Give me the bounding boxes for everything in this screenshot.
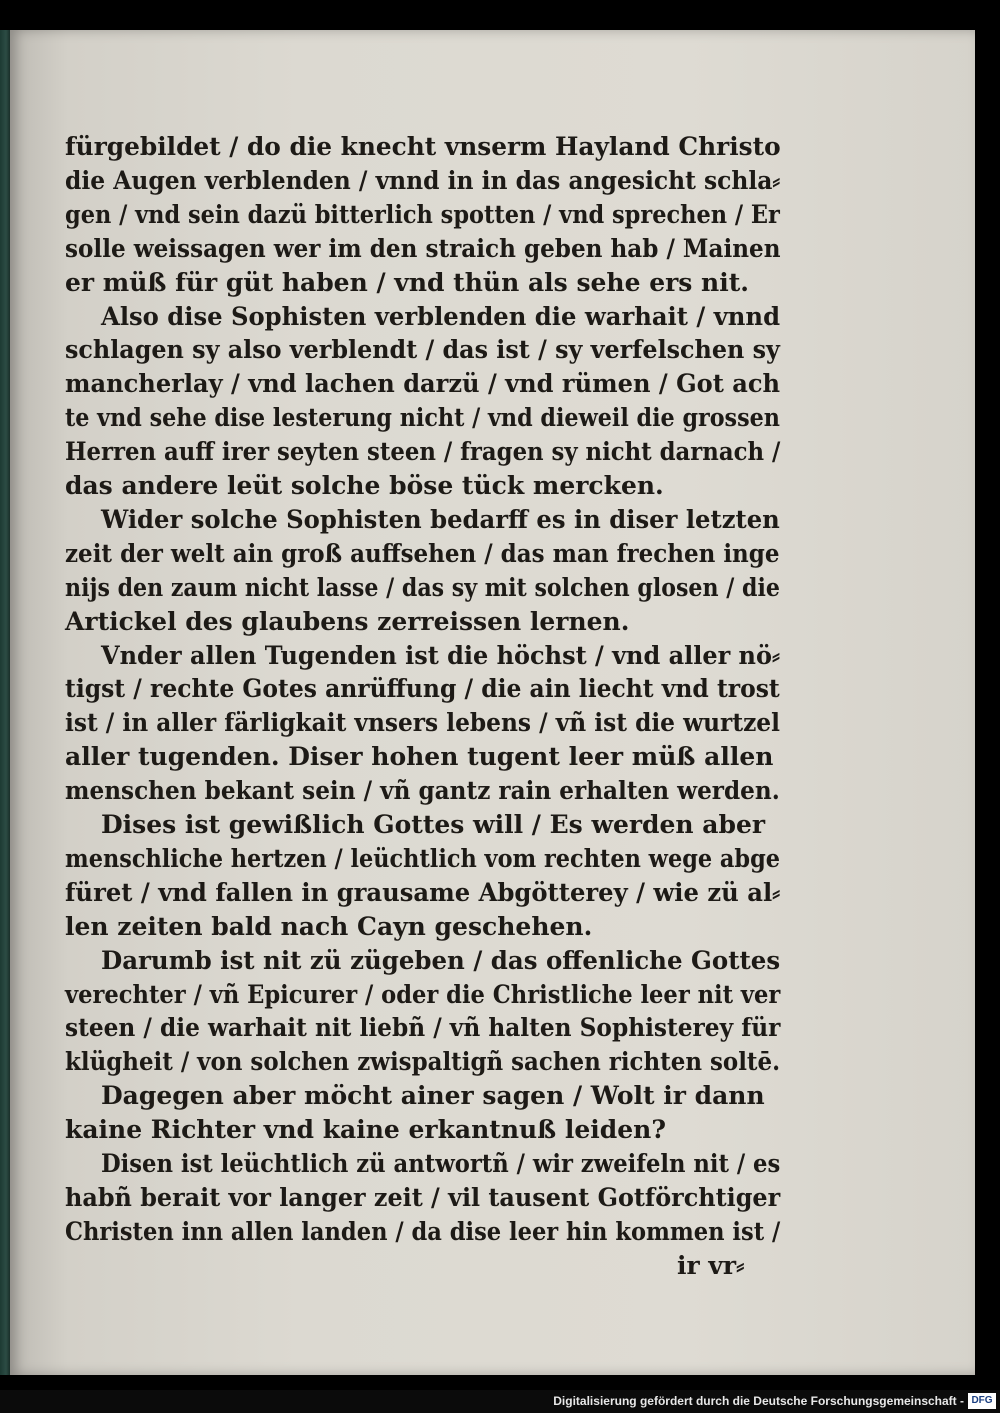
text-line: kaine Richter vnd kaine erkantnuß leiden? — [65, 1115, 666, 1145]
text-line: Herren auff irer seyten steen / fragen sy nicht darnach / — [65, 437, 781, 467]
text-line: Also dise Sophisten verblenden die warhait / vnnd — [101, 301, 781, 331]
footer-bar — [0, 1390, 1000, 1413]
book-spine-edge — [0, 30, 10, 1375]
text-line: ir vr⸗ — [677, 1250, 745, 1280]
text-line: klügheit / von solchen zwispaltigñ sachen richten soltē. — [65, 1047, 781, 1077]
text-line: gen / vnd sein dazü bitterlich spotten / vnd sprechen / Er — [65, 199, 780, 229]
text-line: fürgebildet / do die knecht vnserm Hayland Christo — [65, 132, 781, 161]
page-text-block — [65, 130, 785, 1280]
text-line: verechter / vñ Epicurer / oder die Christliche leer nit ver — [65, 979, 781, 1009]
text-line: Disen ist leüchtlich zü antwortñ / wir zweifeln nit / es — [101, 1149, 781, 1178]
text-line: aller tugenden. Diser hohen tugent leer müß allen — [65, 742, 774, 772]
text-line: die Augen verblenden / vnnd in in das angesicht schla⸗ — [65, 165, 781, 195]
text-line: mancherlay / vnd lachen darzü / vnd rümen / Got ach — [65, 369, 781, 399]
text-line: Darumb ist nit zü zügeben / das offenliche Gottes — [101, 945, 781, 975]
text-line: zeit der welt ain groß auffsehen / das man frechen inge — [65, 538, 780, 568]
text-line: füret / vnd fallen in grausame Abgötterey / wie zü al⸗ — [65, 877, 781, 907]
text-line: Wider solche Sophisten bedarff es in diser letzten — [101, 504, 780, 534]
text-line: tigst / rechte Gotes anrüffung / die ain liecht vnd trost — [65, 674, 780, 704]
text-line: das andere leüt solche böse tück mercken. — [65, 471, 664, 500]
text-line: menschen bekant sein / vñ gantz rain erhalten werden. — [65, 776, 780, 806]
text-line: nijs den zaum nicht lasse / das sy mit solchen glosen / die — [65, 572, 780, 602]
text-line: er müß für güt haben / vnd thün als sehe ers nit. — [65, 267, 749, 297]
dfg-logo: DFG — [968, 1393, 996, 1409]
text-line: menschliche hertzen / leüchtlich vom rechten wege abge — [65, 843, 781, 873]
text-line: steen / die warhait nit liebñ / vñ halten Sophisterey für — [65, 1013, 781, 1043]
text-line: te vnd sehe dise lesterung nicht / vnd dieweil die grossen — [65, 403, 780, 433]
text-line: habñ berait vor langer zeit / vil tausent Gotförchtiger — [65, 1182, 781, 1212]
text-line: Dises ist gewißlich Gottes will / Es werden aber — [101, 810, 766, 839]
text-line: ist / in aller färligkait vnsers lebens / vñ ist die wurtzel — [65, 708, 780, 738]
text-line: schlagen sy also verblendt / das ist / sy verfelschen sy — [65, 335, 780, 365]
book-page — [10, 30, 975, 1375]
text-line: Vnder allen Tugenden ist die höchst / vnd aller nö⸗ — [101, 640, 780, 670]
text-line: Christen inn allen landen / da dise leer hin kommen ist / — [65, 1216, 781, 1246]
text-line: solle weissagen wer im den straich geben hab / Mainen — [65, 233, 781, 263]
text-line: len zeiten bald nach Cayn geschehen. — [65, 911, 593, 941]
text-line: Dagegen aber möcht ainer sagen / Wolt ir dann — [101, 1081, 765, 1111]
text-line: Artickel des glaubens zerreissen lernen. — [65, 606, 630, 636]
funding-credit: Digitalisierung gefördert durch die Deutsche Forschungsgemeinschaft - — [553, 1394, 964, 1408]
